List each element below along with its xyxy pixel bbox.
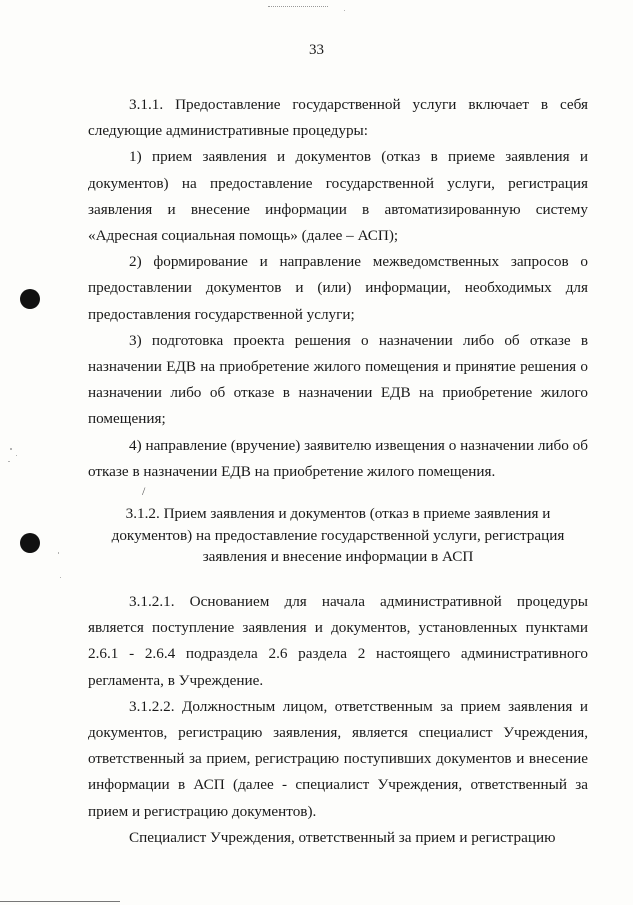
heading-line-3: заявления и внесение информации в АСП [202, 548, 474, 565]
paragraph-3-1-1: 3.1.1. Предоставление государственной услуги включает в себя следующие административные процедуры: [88, 96, 588, 140]
scan-speckle [10, 448, 12, 450]
paragraph-continuation: Специалист Учреждения, ответственный за прием и регистрацию [129, 828, 556, 846]
punch-hole-upper [20, 289, 40, 309]
scan-speckle [16, 455, 17, 456]
page-number: 33 [309, 42, 324, 58]
heading-line-2: документов) на предоставление государственной услуги, регистрация [111, 526, 565, 544]
scan-artifact-bottom [0, 901, 120, 903]
procedures-section [88, 92, 588, 485]
scan-speckle [344, 10, 345, 11]
scan-artifact-top [268, 0, 328, 7]
scan-speckle [8, 461, 10, 462]
scan-speckle [58, 552, 59, 554]
list-item-3: 3) подготовка проекта решения о назначении либо об отказе в назначении ЕДВ на приобретение жилого помещения и принятие решения о назначении либо об отказе в назначении ЕДВ на приобретение жилого помещения; [88, 331, 588, 428]
list-item-2: 2) формирование и направление межведомственных запросов о предоставлении документов и (или) информации, необходимых для предоставления государственной услуги; [88, 253, 588, 323]
list-item-4: 4) направление (вручение) заявителю извещения о назначении либо об отказе в назначении ЕДВ на приобретение жилого помещения. [88, 436, 588, 480]
paragraph-3-1-2-1: 3.1.2.1. Основанием для начала административной процедуры является поступление заявления и документов, установленных пунктами 2.6.1 - 2.6.4 подраздела 2.6 раздела 2 настоящего административного регламента, в Учреждение. [88, 593, 588, 689]
section-heading-3-1-2 [88, 503, 588, 568]
scan-artifact-mark: / [142, 484, 146, 498]
punch-hole-lower [20, 533, 40, 553]
reception-section [88, 589, 588, 851]
heading-line-1: 3.1.2. Прием заявления и документов (отказ в приеме заявления и [125, 505, 551, 522]
scan-speckle [60, 577, 61, 578]
paragraph-3-1-2-2: 3.1.2.2. Должностным лицом, ответственным за прием заявления и документов, регистрацию заявления, является специалист Учреждения, ответственный за прием, регистрацию поступивших документов и внесение информации в АСП (далее - специалист Учреждения, ответственный за прием и регистрацию документов). [88, 697, 588, 820]
list-item-1: 1) прием заявления и документов (отказ в приеме заявления и документов) на предоставление государственной услуги, регистрация заявления и внесение информации в автоматизированную систему «Адресная социальная помощь» (далее – АСП); [88, 148, 588, 245]
